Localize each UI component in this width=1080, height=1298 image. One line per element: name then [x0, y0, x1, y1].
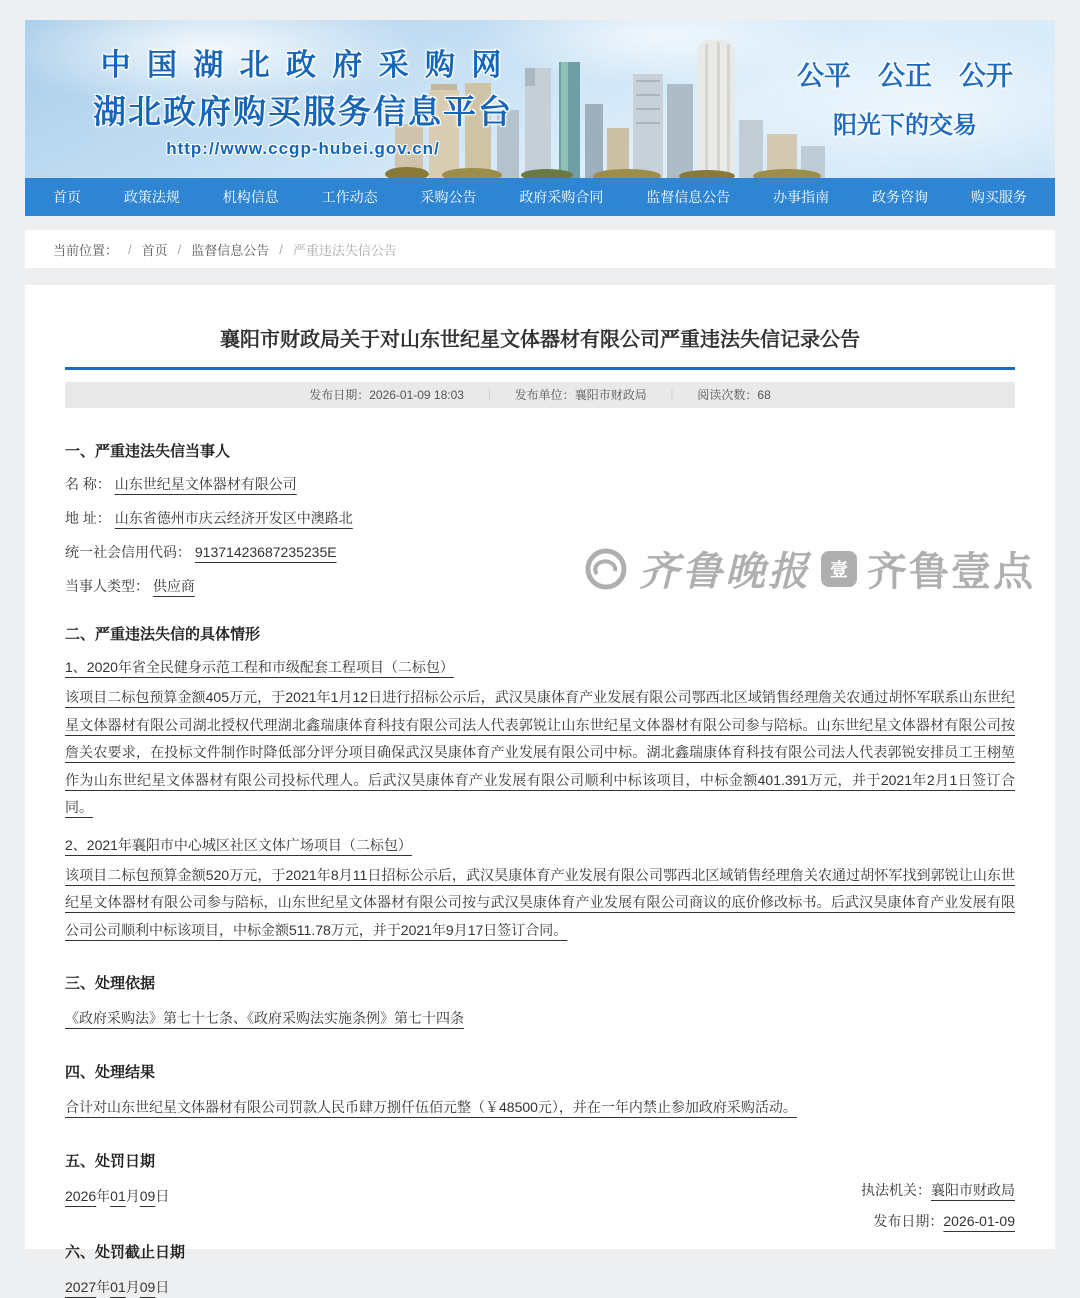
publish-date: 2026-01-09 18:03 [369, 388, 464, 402]
field-value: 山东省德州市庆云经济开发区中澳路北 [114, 510, 353, 526]
banner-slogan-line2: 阳光下的交易 [833, 112, 977, 139]
site-banner [25, 20, 1055, 178]
field-value: 山东世纪星文体器材有限公司 [114, 476, 297, 492]
footer-publish-date-row [861, 1206, 1015, 1237]
enforcement-agency: 襄阳市财政局 [931, 1182, 1015, 1198]
nav-item-service-guide[interactable]: 办事指南 [773, 189, 830, 205]
nav-item-work-news[interactable]: 工作动态 [321, 189, 378, 205]
penalty-date-month: 01 [110, 1188, 126, 1204]
field-label: 统一社会信用代码： [65, 544, 191, 560]
field-party-type [65, 576, 1015, 597]
breadcrumb-separator: / [177, 241, 182, 257]
nav-item-purchase-services[interactable]: 购买服务 [970, 189, 1027, 205]
article-card [25, 285, 1055, 1295]
penalty-end-year-suffix: 年 [96, 1279, 111, 1295]
article-meta-bar [65, 382, 1015, 408]
breadcrumb-home-link[interactable]: 首页 [141, 242, 168, 258]
penalty-date-day: 09 [139, 1188, 156, 1204]
penalty-date-month-suffix: 月 [125, 1188, 140, 1204]
breadcrumb [25, 230, 1055, 268]
section5-heading: 五、处罚日期 [65, 1153, 156, 1170]
penalty-end-month: 01 [110, 1279, 126, 1295]
penalty-end-day-suffix: 日 [155, 1279, 170, 1295]
penalty-result-text: 合计对山东世纪星文体器材有限公司罚款人民币肆万捌仟伍佰元整（￥48500元），并在一年内禁止参加政府采购活动。 [65, 1099, 797, 1115]
penalty-date-day-suffix: 日 [155, 1188, 170, 1204]
footer-publish-date: 2026-01-09 [943, 1213, 1015, 1229]
section1-heading: 一、严重违法失信当事人 [65, 443, 231, 460]
nav-item-supervision-notices[interactable]: 监督信息公告 [646, 189, 731, 205]
footer-publish-date-label: 发布日期： [873, 1213, 944, 1229]
penalty-end-month-suffix: 月 [125, 1279, 140, 1295]
qilu-yidian-wordmark: 齐鲁壹点 [867, 550, 1035, 594]
field-credit-code [65, 542, 1015, 563]
breadcrumb-label: 当前位置： [53, 242, 119, 258]
field-company-name [65, 474, 1015, 495]
breadcrumb-separator: / [128, 241, 132, 257]
site-title-line1: 中 国 湖 北 政 府 采 购 网 [100, 49, 506, 82]
page-title: 襄阳市财政局关于对山东世纪星文体器材有限公司严重违法失信记录公告 [220, 329, 860, 351]
field-label: 地 址： [65, 510, 111, 526]
penalty-end-year: 2027 [65, 1279, 97, 1295]
nav-item-procurement-notices[interactable]: 采购公告 [420, 189, 477, 205]
field-label: 名 称： [65, 476, 111, 492]
publish-date-label: 发布日期： [309, 388, 370, 402]
site-title-line2: 湖北政府购买服务信息平台 [93, 93, 513, 130]
publish-unit-label: 发布单位： [514, 388, 575, 402]
title-divider [65, 367, 1015, 370]
views-count: 68 [757, 388, 771, 402]
nav-item-gov-contracts[interactable]: 政府采购合同 [519, 189, 604, 205]
section6-heading: 六、处罚截止日期 [65, 1244, 186, 1261]
article-footer [861, 1175, 1015, 1237]
case2-title: 2、2021年襄阳市中心城区社区文体广场项目（二标包） [65, 836, 412, 853]
case1-title: 1、2020年省全民健身示范工程和市级配套工程项目（二标包） [65, 659, 454, 675]
section4-heading: 四、处理结果 [65, 1064, 156, 1081]
site-url: http://www.ccgp-hubei.gov.cn/ [166, 139, 440, 158]
site-logo-block [93, 40, 513, 159]
banner-slogan-line1: 公平 公正 公开 [797, 61, 1013, 91]
views-label: 阅读次数： [697, 388, 758, 402]
penalty-end-day: 09 [139, 1279, 156, 1295]
field-value: 91371423687235235E [194, 544, 337, 560]
meta-separator: ｜ [483, 388, 496, 402]
enforcement-agency-row [861, 1175, 1015, 1206]
breadcrumb-current: 严重违法失信公告 [292, 242, 397, 258]
section3-heading: 三、处理依据 [65, 975, 156, 992]
field-label: 当事人类型： [65, 578, 149, 594]
penalty-date-year: 2026 [65, 1188, 97, 1204]
nav-item-policies[interactable]: 政策法规 [123, 189, 180, 205]
case2-paragraph: 该项目二标包预算金额520万元，于2021年8月11日招标公示后，武汉昊康体育产业发展有限公司鄂西北区域销售经理詹关农通过胡怀军找到郭锐让山东世纪星文体器材有限公司参与陪标，山东世纪星文体器材有限公司按与武汉昊康体育产业发展有限公司商议的底价修改标书。后武汉昊康体育产业发展有限公司公司顺利中标该项目，中标金额511.78万元，并于2021年9月17日签订合同。 [65, 866, 1015, 938]
banner-slogan-block [797, 54, 1013, 140]
breadcrumb-section-link[interactable]: 监督信息公告 [191, 242, 270, 258]
breadcrumb-separator: / [279, 241, 283, 257]
legal-basis-text: 《政府采购法》第七十七条、《政府采购法实施条例》第七十四条 [65, 1010, 464, 1026]
penalty-end-date [65, 1277, 1015, 1298]
nav-item-gov-consult[interactable]: 政务咨询 [872, 189, 928, 205]
case1-paragraph: 该项目二标包预算金额405万元，于2021年1月12日进行招标公示后，武汉昊康体育产业发展有限公司鄂西北区域销售经理詹关农通过胡怀军联系山东世纪星文体器材有限公司湖北授权代理湖北鑫瑞康体育科技有限公司法人代表郭锐让山东世纪星文体器材有限公司参与陪标。山东世纪星文体器材有限公司按詹关农要求，在投标文件制作时降低部分评分项目确保武汉昊康体育产业发展有限公司中标。湖北鑫瑞康体育科技有限公司法人代表郭锐安排员工王栩堃作为山东世纪星文体器材有限公司投标代理人。后武汉昊康体育产业发展有限公司顺利中标该项目，中标金额401.391万元，并于2021年2月1日签订合同。 [65, 689, 1015, 815]
app-icon-glyph: 壹 [830, 559, 848, 580]
field-company-address [65, 508, 1015, 529]
publish-unit: 襄阳市财政局 [574, 388, 647, 402]
meta-separator: ｜ [666, 388, 679, 402]
nav-item-org-info[interactable]: 机构信息 [222, 189, 279, 205]
main-nav [25, 178, 1055, 216]
enforcement-agency-label: 执法机关： [861, 1182, 931, 1198]
field-value: 供应商 [152, 578, 195, 594]
penalty-date-year-suffix: 年 [96, 1188, 111, 1204]
nav-item-home[interactable]: 首页 [53, 189, 81, 205]
qilu-evening-news-wordmark: 齐鲁晚报 [639, 549, 811, 594]
section2-heading: 二、严重违法失信的具体情形 [65, 626, 261, 643]
